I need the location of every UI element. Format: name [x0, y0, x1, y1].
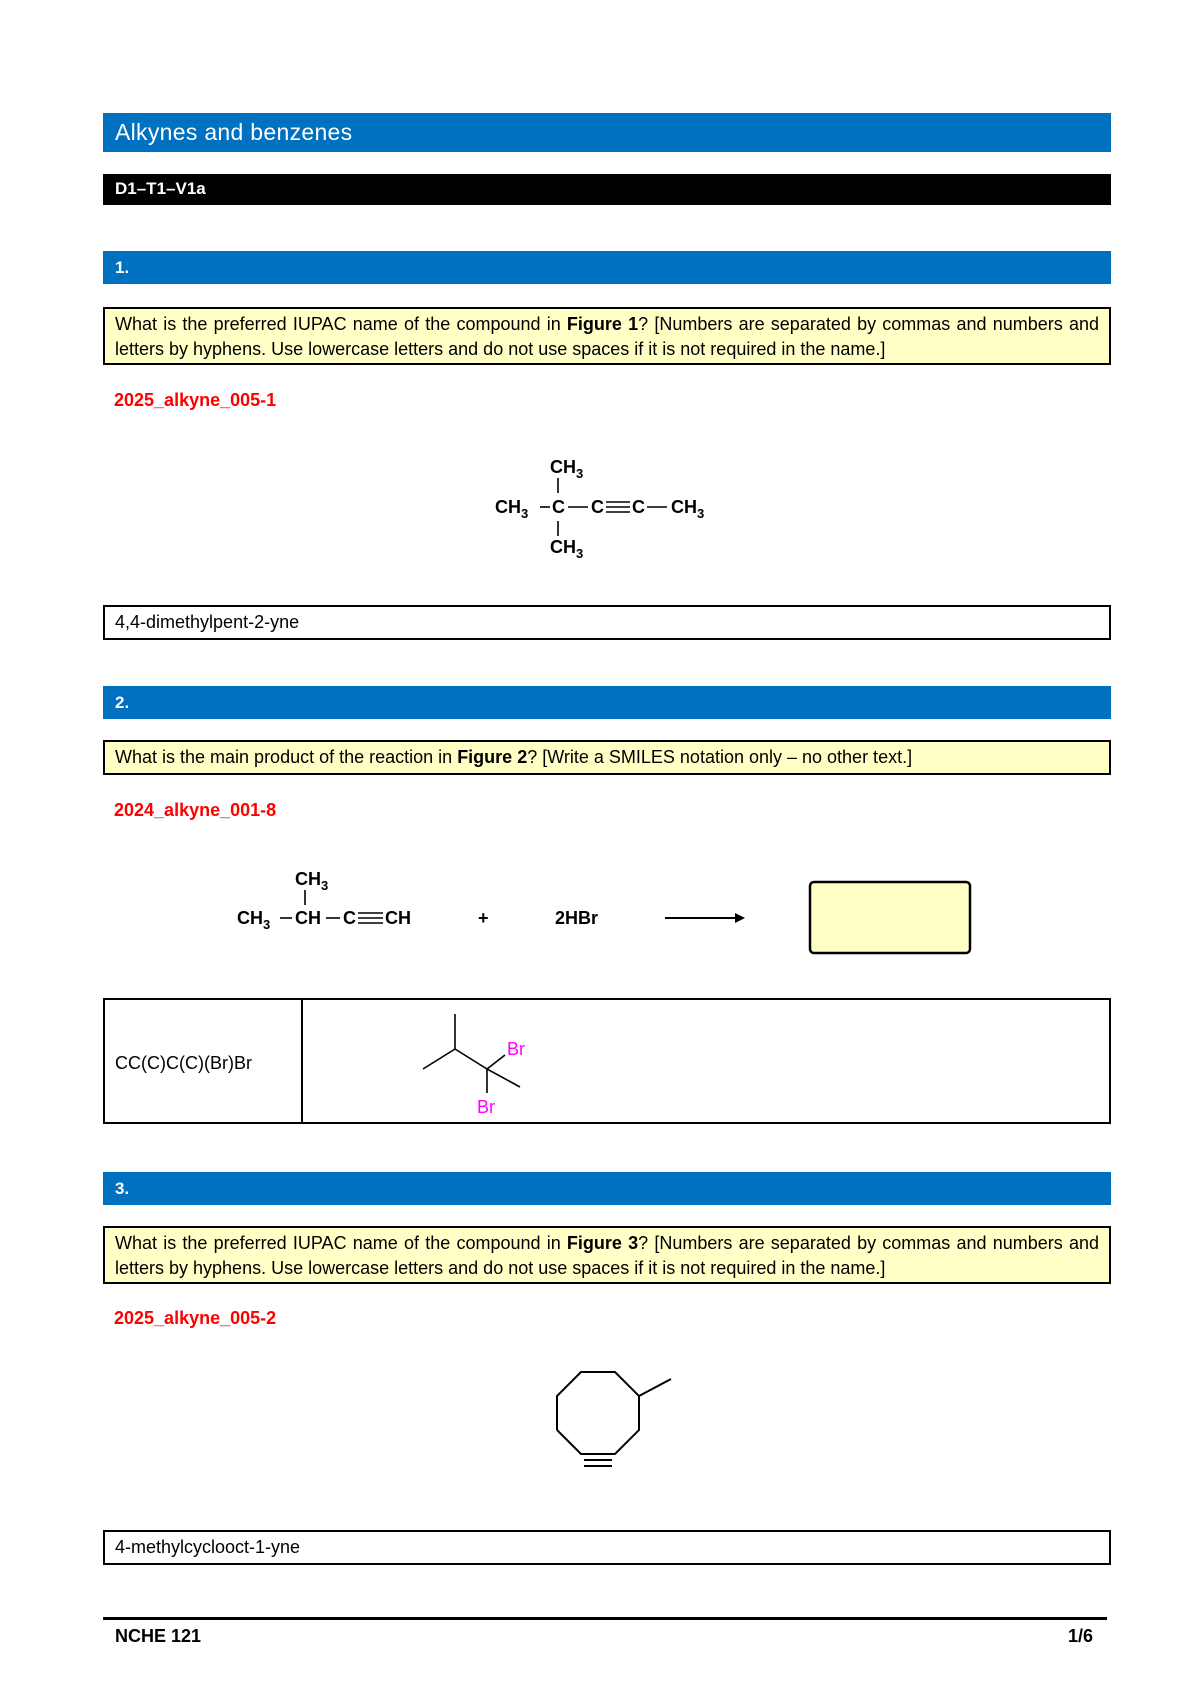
fig1-alkyne-c1: C: [591, 497, 604, 517]
question-3-code: 2025_alkyne_005-2: [114, 1308, 277, 1328]
question-2-bar: 2.: [103, 686, 1111, 719]
cyclooctyne-ring: [557, 1372, 639, 1454]
question-2-code: 2024_alkyne_001-8: [114, 800, 277, 820]
fig1-left-ch3: $CH_3$: [495, 497, 529, 521]
bromine-label-1: Br: [507, 1039, 525, 1059]
footer-divider: [103, 1617, 1107, 1620]
fig1-center-c: C: [552, 497, 565, 517]
answer-1-box: 4,4-dimethylpent-2-yne: [103, 605, 1111, 640]
question-3-text-tail: ? [Numbers are separated by commas and numbers and letters by hyphens. Use lowercase letters and do not use spaces if it is not required in the name.]: [115, 1233, 1099, 1278]
figure-1-structure: [480, 450, 740, 570]
question-2-text-tail: ? [Write a SMILES notation only – no other text.]: [527, 747, 913, 767]
skeletal-bond-methyl-right: [487, 1069, 520, 1087]
fig2-plus: +: [478, 908, 489, 928]
fig2-reagent: 2HBr: [555, 908, 599, 928]
skeletal-bond-br-upper: [487, 1055, 505, 1069]
skeletal-bond-left: [423, 1049, 455, 1069]
figure-3-ref: Figure 3: [566, 1233, 639, 1253]
page-title: Alkynes and benzenes: [103, 113, 1111, 152]
fig2-top-ch3: $CH_3$: [295, 869, 329, 893]
figure-2-reaction: [230, 860, 1000, 960]
figure-3-cyclooctyne: [540, 1365, 720, 1495]
footer-page-number: 1/6: [1068, 1626, 1094, 1646]
methyl-substituent-bond: [639, 1379, 671, 1396]
footer-course: NCHE 121: [115, 1626, 202, 1646]
answer-3-box: 4-methylcyclooct-1-yne: [103, 1530, 1111, 1565]
question-1-text-part: What is the preferred IUPAC name of the compound in: [115, 314, 567, 334]
fig2-ch: CH: [295, 908, 321, 928]
question-2-text: [103, 740, 1111, 775]
question-3-bar: 3.: [103, 1172, 1111, 1205]
fig2-ch-end: CH: [385, 908, 411, 928]
question-3-text: [103, 1226, 1111, 1284]
fig1-alkyne-c2: C: [632, 497, 645, 517]
fig2-left-ch3: $CH_3$: [237, 908, 271, 932]
question-3-text-part: What is the preferred IUPAC name of the compound in: [115, 1233, 567, 1253]
fig1-top-ch3: $CH_3$: [550, 457, 584, 481]
answer-2-smiles: CC(C)C(C)(Br)Br: [105, 1000, 303, 1122]
bromine-label-2: Br: [477, 1097, 495, 1117]
figure-1-ref: Figure 1: [566, 314, 639, 334]
answer-2-table: [103, 998, 1111, 1124]
question-1-code: 2025_alkyne_005-1: [114, 390, 277, 410]
question-1-text-tail: ? [Numbers are separated by commas and numbers and letters by hyphens. Use lowercase letters and do not use spaces if it is not required in the name.]: [115, 314, 1099, 359]
reaction-arrow-head: [735, 913, 745, 923]
answer-2-skeletal-structure: [315, 1005, 525, 1120]
skeletal-bond-to-cbr2: [455, 1049, 487, 1069]
question-1-text: [103, 307, 1111, 365]
question-1-bar: 1.: [103, 251, 1111, 284]
fig1-right-ch3: $CH_3$: [671, 497, 705, 521]
question-2-text-part: What is the main product of the reaction in: [115, 747, 458, 767]
figure-2-ref: Figure 2: [457, 747, 528, 767]
version-bar: D1–T1–V1a: [103, 174, 1111, 205]
fig2-c: C: [343, 908, 356, 928]
fig1-bottom-ch3: $CH_3$: [550, 537, 584, 561]
product-placeholder-box: [810, 882, 970, 953]
